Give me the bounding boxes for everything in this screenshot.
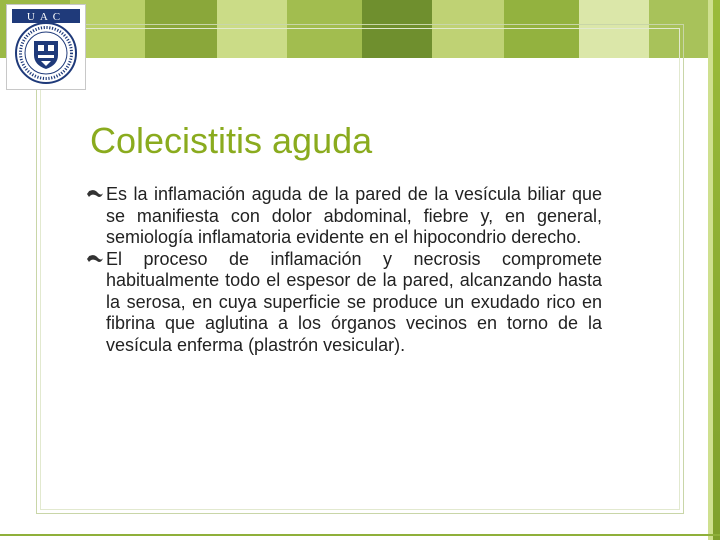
slide-title: Colecistitis aguda [90,120,373,161]
fleuron-bullet-icon [86,252,104,266]
bullet-list [86,184,602,356]
logo-acronym: UAC [26,11,66,23]
bullet-text: El proceso de inflamación y necrosis compromete habitualmente todo el espesor de la pared, alcanzando hasta la serosa, en cuya superficie se produce un exudado rico en fibrina que aglutina a los órganos vecinos en torno de la vesícula enferma (plastrón vesicular). [106,248,602,355]
bullet-text: Es la inflamación aguda de la pared de la vesícula biliar que se manifiesta con dolor abdominal, fiebre y, en general, semiología inflamatoria evidente en el hipocondrio derecho. [106,184,602,247]
university-logo [6,4,86,90]
list-item [86,184,602,249]
fleuron-bullet-icon [86,187,104,201]
bottom-accent-line [0,534,720,536]
side-accent-bar [713,0,720,540]
list-item [86,249,602,357]
